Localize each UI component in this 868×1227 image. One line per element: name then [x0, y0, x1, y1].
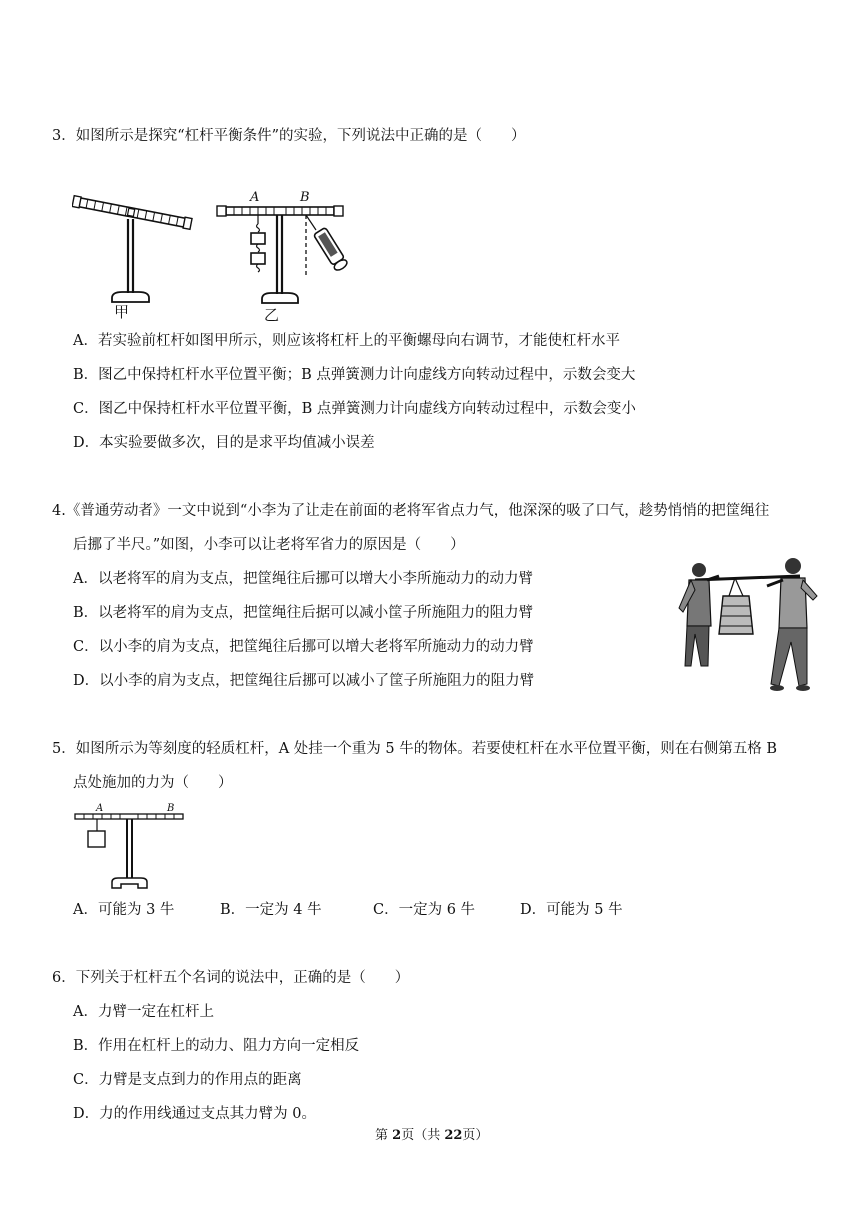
q5-figure-label-a: A [96, 803, 104, 814]
q4-option-d: D．以小李的肩为支点，把筐绳往后挪可以减小了筐子所施阻力的阻力臂 [73, 673, 535, 689]
q6-option-a: A．力臂一定在杠杆上 [73, 1004, 214, 1020]
footer-total-pages: 22 [444, 1128, 463, 1143]
q5-stem-line-2: 点处施加的力为（ ） [73, 775, 233, 791]
figure-label-b: B [300, 190, 310, 205]
footer-page-number: 2 [392, 1128, 402, 1143]
q3-stem: 3．如图所示是探究“杠杆平衡条件”的实验，下列说法中正确的是（ ） [52, 128, 526, 144]
figure-label-yi: 乙 [264, 306, 280, 324]
q5-option-d: D．可能为 5 牛 [520, 902, 623, 918]
lever-figure-yi [212, 186, 352, 326]
q5-stem-line-1: 5．如图所示为等刻度的轻质杠杆，A 处挂一个重为 5 牛的物体。若要使杠杆在水平位置平衡，则在右侧第五格 B [52, 741, 778, 757]
q5-option-b: B．一定为 4 牛 [220, 902, 322, 918]
q3-option-c: C．图乙中保持杠杆水平位置平衡，B 点弹簧测力计向虚线方向转动过程中，示数会变小 [73, 401, 636, 417]
q4-option-c: C．以小李的肩为支点，把筐绳往后挪可以增大老将军所施动力的动力臂 [73, 639, 534, 655]
lever-figure-jia [72, 193, 197, 323]
q6-stem: 6．下列关于杠杆五个名词的说法中，正确的是（ ） [52, 970, 410, 986]
q4-stem-line-1: 4.《普通劳动者》一文中说到“小李为了让走在前面的老将军省点力气，他深深的吸了口气，趁势悄悄的把筐绳往 [52, 503, 770, 519]
q5-figure-label-b: B [167, 803, 175, 814]
figure-label-a: A [250, 190, 260, 205]
lever-figure-q5 [72, 802, 187, 890]
figure-label-jia: 甲 [114, 303, 130, 321]
q6-option-d: D．力的作用线通过支点其力臂为 0。 [73, 1106, 316, 1122]
q3-option-a: A．若实验前杠杆如图甲所示，则应该将杠杆上的平衡螺母向右调节，才能使杠杆水平 [73, 333, 620, 349]
footer-prefix: 第 [375, 1128, 393, 1143]
q3-option-b: B．图乙中保持杠杆水平位置平衡；B 点弹簧测力计向虚线方向转动过程中，示数会变大 [73, 367, 636, 383]
q3-option-d: D．本实验要做多次，目的是求平均值减小误差 [73, 435, 375, 451]
footer-mid: 页（共 [401, 1128, 445, 1143]
q4-option-b: B．以老将军的肩为支点，把筐绳往后据可以减小筐子所施阻力的阻力臂 [73, 605, 534, 621]
carrying-basket-illustration [675, 556, 825, 696]
q4-option-a: A．以老将军的肩为支点，把筐绳往后挪可以增大小李所施动力的动力臂 [73, 571, 533, 587]
q5-option-a: A．可能为 3 牛 [73, 902, 175, 918]
q6-option-b: B．作用在杠杆上的动力、阻力方向一定相反 [73, 1038, 360, 1054]
q5-option-c: C．一定为 6 牛 [373, 902, 476, 918]
q4-stem-line-2: 后挪了半尺。”如图，小李可以让老将军省力的原因是（ ） [73, 537, 465, 553]
q6-option-c: C．力臂是支点到力的作用点的距离 [73, 1072, 302, 1088]
page-footer [375, 1124, 488, 1143]
footer-suffix: 页） [462, 1128, 489, 1143]
